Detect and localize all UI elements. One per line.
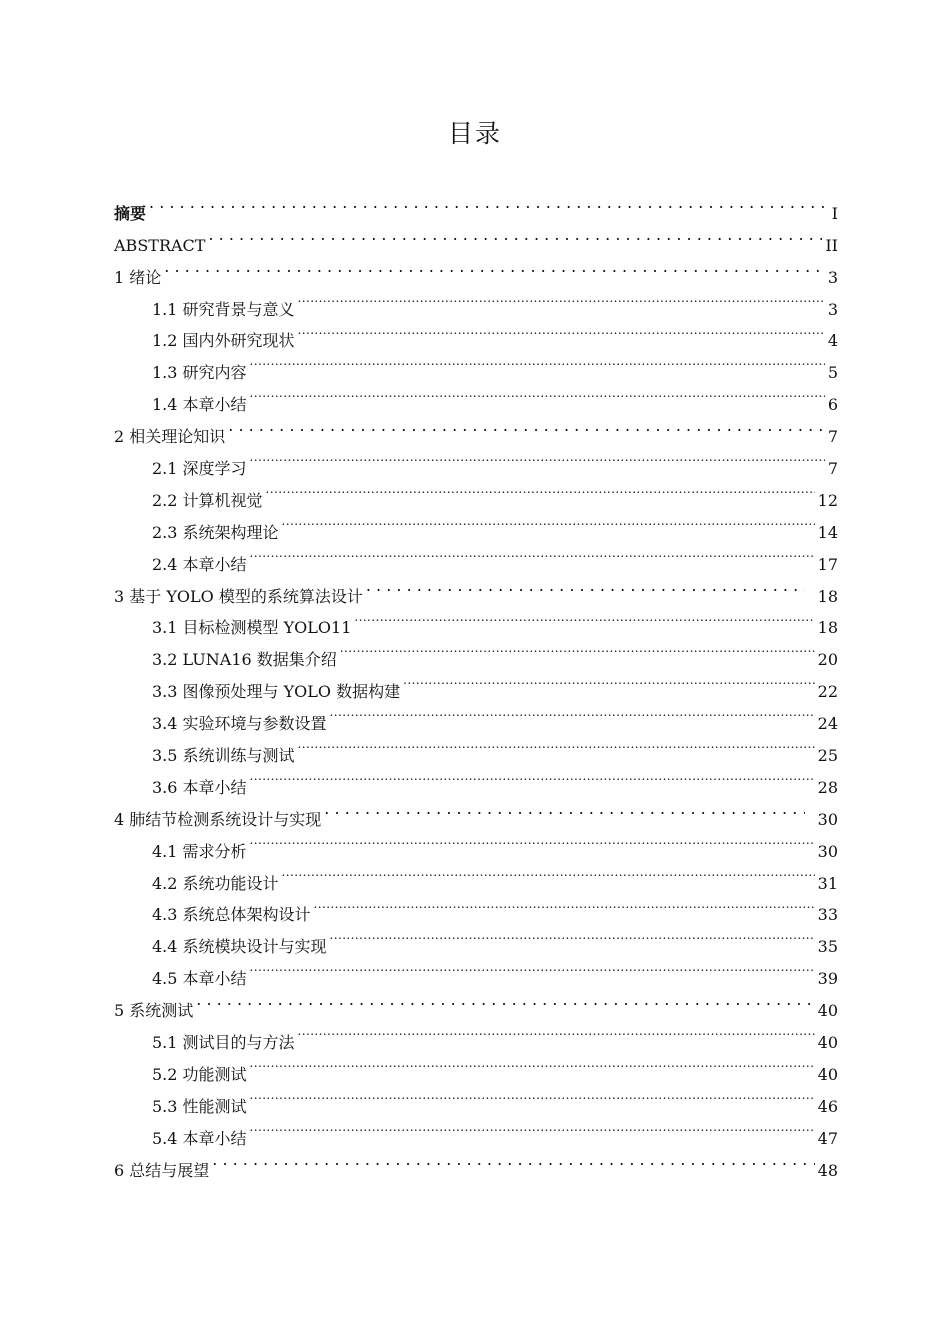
toc-entry-label: 4.3 系统总体架构设计: [152, 905, 311, 925]
toc-entry-label: 4.4 系统模块设计与实现: [152, 937, 327, 957]
toc-entry-label: 3.2 LUNA16 数据集介绍: [152, 650, 337, 670]
toc-page-number: 12: [817, 490, 838, 510]
dot-leader: [330, 920, 815, 952]
dot-leader: [340, 633, 815, 665]
toc-entry-label: 1.2 国内外研究现状: [152, 331, 295, 351]
dot-leader: [250, 825, 815, 857]
toc-entry[interactable]: [114, 219, 838, 255]
toc-page-number: 30: [817, 809, 838, 829]
dot-leader: [324, 793, 804, 825]
dot-leader: [164, 251, 825, 283]
dot-leader: [282, 506, 815, 538]
toc-page-number: 7: [827, 459, 838, 479]
toc-entry-label: 3.1 目标检测模型 YOLO11: [152, 618, 352, 638]
toc-page-number: 22: [817, 682, 838, 702]
toc-page-number: 17: [817, 554, 838, 574]
dot-leader: [250, 952, 815, 984]
table-of-contents: [114, 187, 838, 1180]
toc-page-number: 20: [817, 650, 838, 670]
toc-entry-label: 4.1 需求分析: [152, 841, 247, 861]
toc-entry-label: 3.4 实验环境与参数设置: [152, 714, 327, 734]
toc-entry-label: 2.3 系统架构理论: [152, 522, 279, 542]
toc-page-number: 40: [817, 1033, 838, 1053]
toc-page-number: 46: [817, 1096, 838, 1116]
dot-leader: [250, 346, 825, 378]
toc-entry-label: 6 总结与展望: [114, 1160, 210, 1180]
dot-leader: [250, 378, 825, 410]
toc-entry[interactable]: [114, 1144, 838, 1180]
toc-entry-label: 5 系统测试: [114, 1001, 194, 1021]
toc-page-number: 3: [827, 299, 838, 319]
dot-leader: [298, 315, 825, 347]
toc-entry-label: 1.3 研究内容: [152, 363, 247, 383]
toc-page-number: 5: [827, 363, 838, 383]
toc-page-number: 24: [817, 714, 838, 734]
dot-leader: [330, 697, 815, 729]
toc-entry-label: 3.5 系统训练与测试: [152, 746, 295, 766]
toc-entry-label: 4.5 本章小结: [152, 969, 247, 989]
toc-entry-label: 3.3 图像预处理与 YOLO 数据构建: [152, 682, 401, 702]
toc-entry-label: 5.4 本章小结: [152, 1128, 247, 1148]
toc-page-number: 31: [817, 873, 838, 893]
toc-entry[interactable]: [114, 251, 838, 287]
dot-leader: [366, 570, 805, 602]
toc-entry-label: 3 基于 YOLO 模型的系统算法设计: [114, 586, 363, 606]
toc-entry[interactable]: [114, 187, 838, 223]
toc-page-number: I: [831, 203, 838, 223]
toc-entry-label: 5.1 测试目的与方法: [152, 1033, 295, 1053]
toc-page-number: 25: [817, 746, 838, 766]
dot-leader: [250, 1080, 815, 1112]
toc-entry-label: 2.4 本章小结: [152, 554, 247, 574]
toc-entry-label: 4.2 系统功能设计: [152, 873, 279, 893]
dot-leader: [354, 602, 814, 634]
dot-leader: [149, 187, 829, 219]
toc-page-number: 7: [827, 427, 838, 447]
toc-entry-label: 摘要: [114, 203, 147, 223]
toc-page-number: 6: [827, 395, 838, 415]
dot-leader: [250, 1048, 815, 1080]
toc-entry-label: 5.3 性能测试: [152, 1096, 247, 1116]
toc-entry-label: 1.4 本章小结: [152, 395, 247, 415]
toc-entry-label: 3.6 本章小结: [152, 777, 247, 797]
toc-page-number: II: [825, 235, 838, 255]
toc-entry[interactable]: [114, 984, 838, 1021]
dot-leader: [266, 474, 815, 506]
toc-page-number: 48: [817, 1160, 838, 1180]
toc-page-number: 35: [817, 937, 838, 957]
dot-leader: [208, 219, 822, 251]
toc-page-number: 40: [817, 1001, 838, 1021]
dot-leader: [250, 442, 825, 474]
toc-entry-label: 2.1 深度学习: [152, 459, 247, 479]
toc-subentry[interactable]: [114, 1016, 838, 1053]
toc-entry-label: 1.1 研究背景与意义: [152, 299, 295, 319]
dot-leader: [196, 984, 814, 1016]
page-title: 目录: [447, 119, 502, 148]
toc-page-number: 3: [827, 267, 838, 287]
dot-leader: [403, 665, 815, 697]
toc-entry-label: 4 肺结节检测系统设计与实现: [114, 809, 322, 829]
dot-leader: [314, 889, 815, 921]
dot-leader: [298, 729, 815, 761]
toc-subentry[interactable]: [114, 283, 838, 319]
dot-leader: [282, 857, 815, 889]
dot-leader: [250, 538, 815, 570]
toc-page-number: 28: [817, 777, 838, 797]
toc-page-number: 47: [817, 1128, 838, 1148]
toc-entry-label: 2.2 计算机视觉: [152, 490, 263, 510]
dot-leader: [298, 283, 825, 315]
toc-page-number: 18: [817, 586, 838, 606]
toc-page-number: 14: [817, 522, 838, 542]
toc-page-number: 30: [817, 841, 838, 861]
toc-page-number: 33: [817, 905, 838, 925]
toc-entry-label: 5.2 功能测试: [152, 1064, 247, 1084]
dot-leader: [298, 1016, 815, 1048]
dot-leader: [212, 1144, 814, 1176]
toc-page-number: 18: [817, 618, 838, 638]
toc-entry-label: ABSTRACT: [114, 235, 206, 255]
dot-leader: [250, 761, 815, 793]
toc-page-number: 39: [817, 969, 838, 989]
toc-page-number: 40: [817, 1064, 838, 1084]
dot-leader: [228, 410, 825, 442]
toc-entry-label: 2 相关理论知识: [114, 427, 226, 447]
toc-entry-label: 1 绪论: [114, 267, 162, 287]
toc-page-number: 4: [827, 331, 838, 351]
dot-leader: [250, 1112, 815, 1144]
